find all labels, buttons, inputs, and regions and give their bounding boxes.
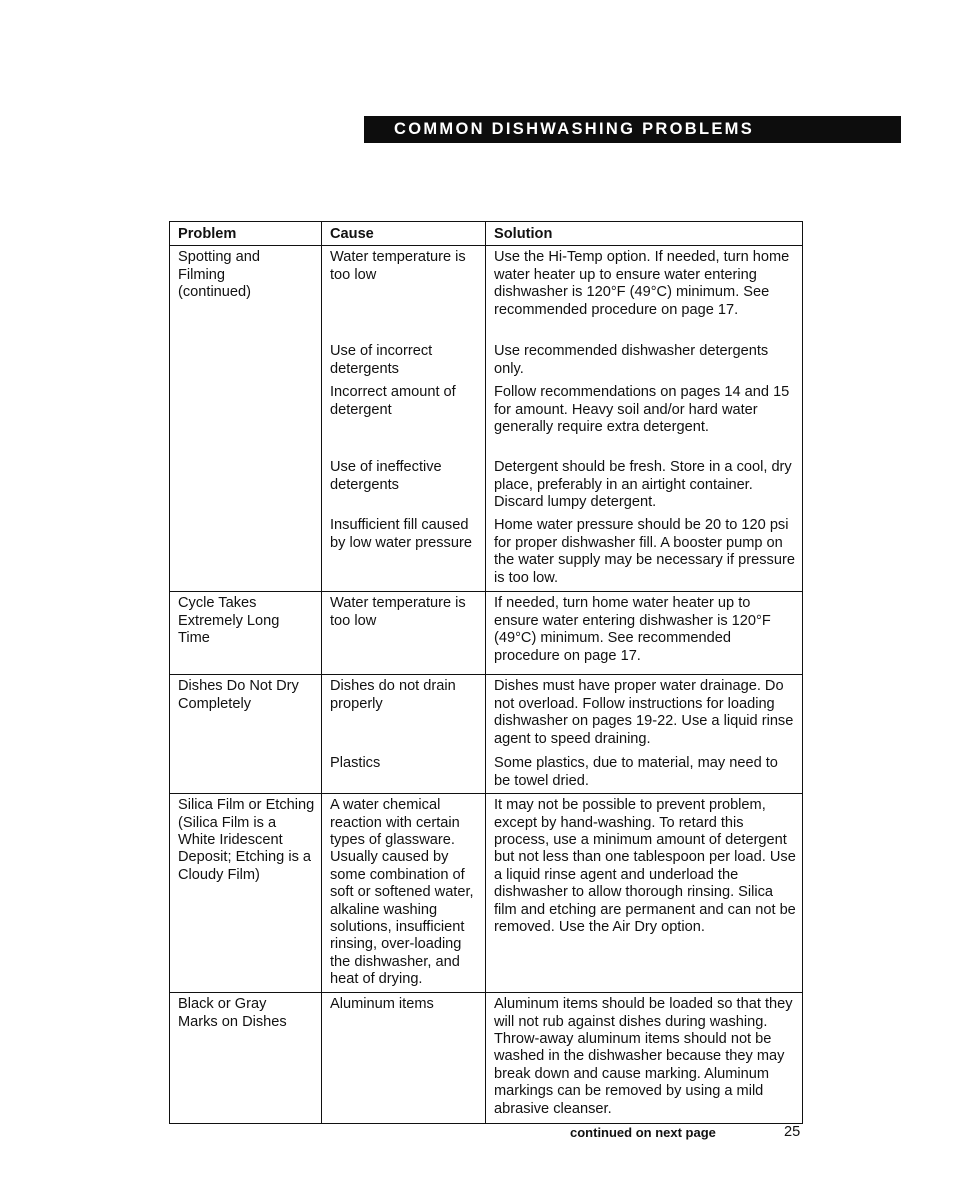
problem-text: Dishes Do Not Dry Completely [178, 678, 299, 712]
table-row [170, 675, 803, 794]
cause-cell [322, 794, 486, 993]
solution-cell [486, 794, 803, 993]
continued-note: continued on next page [570, 1125, 716, 1140]
solution-text: Use recommended dishwasher detergents only. [494, 343, 769, 377]
solution-text: Detergent should be fresh. Store in a cool, dry place, preferably in an airtight container. Discard lumpy detergent. [494, 459, 792, 511]
cause-text: Water temperature is too low [330, 595, 466, 629]
solution-cell [486, 675, 803, 794]
cause-text: Dishes do not drain properly [330, 678, 456, 712]
header-cause: Cause [322, 222, 486, 246]
cause-text: Use of ineffective detergents [330, 459, 442, 493]
solution-cell [486, 246, 803, 592]
cause-text: Insufficient fill caused by low water pressure [330, 517, 472, 551]
table-header-row [170, 222, 803, 246]
solution-text: Aluminum items should be loaded so that they will not rub against dishes during washing. Throw-away aluminum items should not be washed in the dishwasher because they may break down and cause marking. Aluminum markings can be removed by using a mild abrasive cleanser. [494, 996, 793, 1117]
problem-cell [170, 675, 322, 794]
cause-cell [322, 675, 486, 794]
solution-text: Home water pressure should be 20 to 120 psi for proper dishwasher fill. A booster pump on the water supply may be necessary if pressure is too low. [494, 517, 795, 586]
solution-text: If needed, turn home water heater up to ensure water entering dishwasher is 120°F (49°C) minimum. See recommended procedure on page 17. [494, 595, 771, 664]
problem-text: Spotting and Filming (continued) [178, 249, 260, 301]
cause-text: Aluminum items [330, 996, 434, 1013]
header-solution: Solution [486, 222, 803, 246]
cause-text: Incorrect amount of detergent [330, 384, 456, 418]
problem-cell [170, 993, 322, 1124]
solution-text: Some plastics, due to material, may need to be towel dried. [494, 755, 778, 789]
solution-text: Dishes must have proper water drainage. Do not overload. Follow instructions for loading dishwasher on pages 19-22. Use a liquid rinse agent to speed draining. [494, 678, 794, 747]
problem-text: Cycle Takes Extremely Long Time [178, 595, 280, 647]
solution-cell [486, 592, 803, 675]
problem-text: Silica Film or Etching (Silica Film is a White Iridescent Deposit; Etching is a Cloudy Film) [178, 797, 315, 883]
solution-text: Use the Hi-Temp option. If needed, turn home water heater up to ensure water entering dishwasher is 120°F (49°C) minimum. See recommended procedure on page 17. [494, 249, 790, 318]
header-problem: Problem [170, 222, 322, 246]
problem-text: Black or Gray Marks on Dishes [178, 996, 287, 1030]
table-row [170, 993, 803, 1124]
cause-cell [322, 246, 486, 592]
solution-text: Follow recommendations on pages 14 and 15 for amount. Heavy soil and/or hard water generally require extra detergent. [494, 384, 790, 436]
page-number: 25 [784, 1124, 801, 1140]
problem-cell [170, 592, 322, 675]
solution-cell [486, 993, 803, 1124]
table-row [170, 246, 803, 592]
section-title-banner: COMMON DISHWASHING PROBLEMS [364, 116, 901, 143]
table-row [170, 794, 803, 993]
table-row [170, 592, 803, 675]
problem-cell [170, 246, 322, 592]
cause-cell [322, 592, 486, 675]
cause-text: Water temperature is too low [330, 249, 466, 283]
cause-text: Plastics [330, 755, 381, 772]
cause-text: Use of incorrect detergents [330, 343, 433, 377]
cause-text: A water chemical reaction with certain types of glassware. Usually caused by some combination of soft or softened water, alkaline washing solutions, insufficient rinsing, over-loading the dishwasher, and heat of drying. [330, 797, 474, 988]
problems-table [169, 221, 803, 1124]
cause-cell [322, 993, 486, 1124]
solution-text: It may not be possible to prevent problem, except by hand-washing. To retard this process, use a minimum amount of detergent but not less than one tablespoon per load. Use a liquid rinse agent and underload the dishwasher to allow thorough rinsing. Silica film and etching are permanent and can not be removed. Use the Air Dry option. [494, 797, 796, 936]
problem-cell [170, 794, 322, 993]
